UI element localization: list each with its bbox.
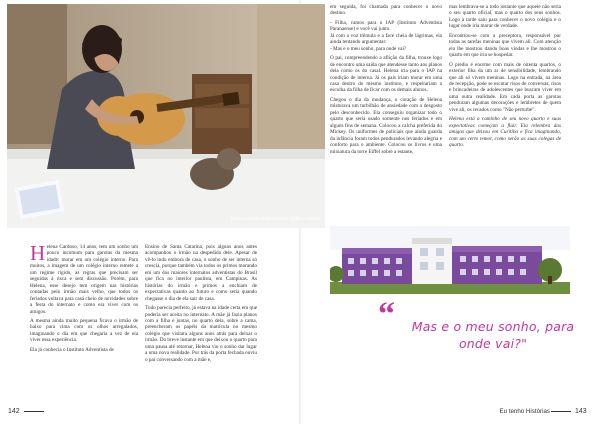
article-column-2	[145, 244, 257, 366]
article-paragraph: Encontrou-se com a preceptora, responsável por todas as tarefas meninas que vivem ali. Com atenção ela lhe mostrou dando boas vindas e lhe mostrou o quarto em que iria se hospedar.	[449, 32, 561, 59]
article-paragraph: em seguida, foi chamada para conhecer o novo destino.	[330, 4, 442, 17]
girl-guitar-photo	[7, 4, 325, 228]
footer-rule-right	[551, 411, 571, 412]
article-column-4	[449, 4, 561, 152]
paragraph-text: elena Cardoso, 14 anos, tem um sonho um pouco incomum para garotas da mesma idade: morar em um colégio interno. Para muitos, a imagem de um colégio interno remete a um regime rígido, as regras que precisam ser seguidas à risca e sem discussão. Porém, para Helena, esse desejo tem origem nas histórias contadas pelo irmão mais velho, que todos os feriados voltava para casá cheio de novidades sobre a festa do internato e como era viver com os amigos.	[30, 244, 138, 315]
article-paragraph: Ensino de Santa Catarina, pois alguns anos antes acompanhou o irmão na despedida dele. Apesar de vê-lo indo embora de casa, o sonho de ser interna só crescia, porque também via todos os primos morando em um dos maiores internatos adventistas do Brasil que fica no interior paulista, em Campinas. As histórias do irmão e primos a enchiam de expectativas quanto ao futuro e como seria quando chegasse o dia de ela sair de casa.	[145, 244, 257, 302]
page-number-left: 142	[8, 408, 20, 415]
article-paragraph: O pai, compreendendo a aflição da filha, trouxe logo de encontro uma saída que atendesse tanto aos planos dela como os do casal. Helena iria para o IAP na condição de interna. Já os pais iriam morar em uma casa dentro do mesmo instituto, e respeitariam a escolha da filha de ficar com os demais alunos.	[330, 55, 442, 94]
article-paragraph: Chegou o dia da mudança, o coração de Helena misturava um turbilhão de ansiedade com o desgosto pelo desconhecido. Ela conseguiu organizar todo o quarto que seria usado somente nos feriados e em alguns fins de semana. Colocou a calcha preferida do Mickey. Os uniformes de policiais que ainda guarda da infância foram todos pendurados levando alegria e conforto para o ambiente. Colocou os livros e uma miniatura da torre Eiffel sobre a estante,	[330, 96, 442, 155]
pull-quote: Mas e o meu sonho, para onde vai?"	[411, 319, 575, 351]
quote-mark: “	[378, 296, 395, 333]
article-paragraph: Já com a voz trêmula e a face cheia de lágrimas, ela ainda tentando argumentar:	[330, 32, 442, 46]
article-paragraph: Helena está a caminho de seu novo quarto e suas expectativas começam a fluir. Ela relembra das amigas que deixou em Curitiba e fica imaginando, com um certo temor, como serão as suas colegas de quarto.	[449, 116, 561, 149]
article-paragraph: mas lembrava-se a todo instante que aquele não seria o seu quarto oficial, mas o quarto dos seus sonhos. Logo à tarde saiu para conhecer o novo colégio e o lugar onde iria morar de verdade.	[449, 4, 561, 30]
running-title: Eu tenho Histórias	[499, 408, 550, 415]
article-paragraph	[30, 241, 138, 315]
school-building-photo	[330, 226, 570, 294]
article-paragraph: Tudo parecia perfeito, já estava na idade certa em que poderia ser aceita no internato. A mãe já fazia planos com a filha e juntas, no quarto dela, sobre a cama, preencheram os papéis da matrícula no mesmo colégio que visitara alguns anos atrás para deixar o irmão. Do breve instante em que deixou o quarto para uma pausa até retornar, Helena viu o sonho dar lugar a uma nova realidade. Por trás da porta fechada ouviu o pai conversando com a mãe e,	[145, 305, 257, 363]
girl-guitar-illustration	[7, 4, 325, 228]
footer-rule-left	[24, 411, 44, 412]
article-paragraph: - Filha, vamos para o IAP (Instituto Adventista Paranaense) e você vai junto.	[330, 19, 442, 33]
page-number-right: 143	[575, 408, 587, 415]
article-paragraph: A mesma ainda muito pequena ficava o irmão de baixo para cima com os olhos arregalados, imaginando o dia em que chegaria a vez de ela viver essa experiência.	[30, 317, 138, 344]
photo-caption: Em seu quarto tentando tocar violão e Mickey	[230, 216, 320, 221]
article-column-1	[30, 241, 138, 356]
article-paragraph: - Mas e o meu sonho, para onde vai?	[330, 45, 407, 52]
article-paragraph: O prédio é enorme com mais de oitenta quartos, o exterior fiha da um ar de sensibilidade, lembrando que ali só vivem meninas. Logo na entrada, na área de recepção, pode se escutar risos de conversas, risos e brincadeiras de adolescentes que buscam viver em uma outra realidade. Em cada porta as garotas penduram algumas decorações e lembretes de quem vive ali, os recados como "Não perturbe".	[449, 61, 561, 113]
building-illustration	[330, 226, 570, 294]
article-paragraph: Ela já conhecia o Instituto Adventista de	[30, 346, 114, 353]
article-column-3	[330, 4, 442, 158]
drop-cap: H	[30, 241, 46, 265]
